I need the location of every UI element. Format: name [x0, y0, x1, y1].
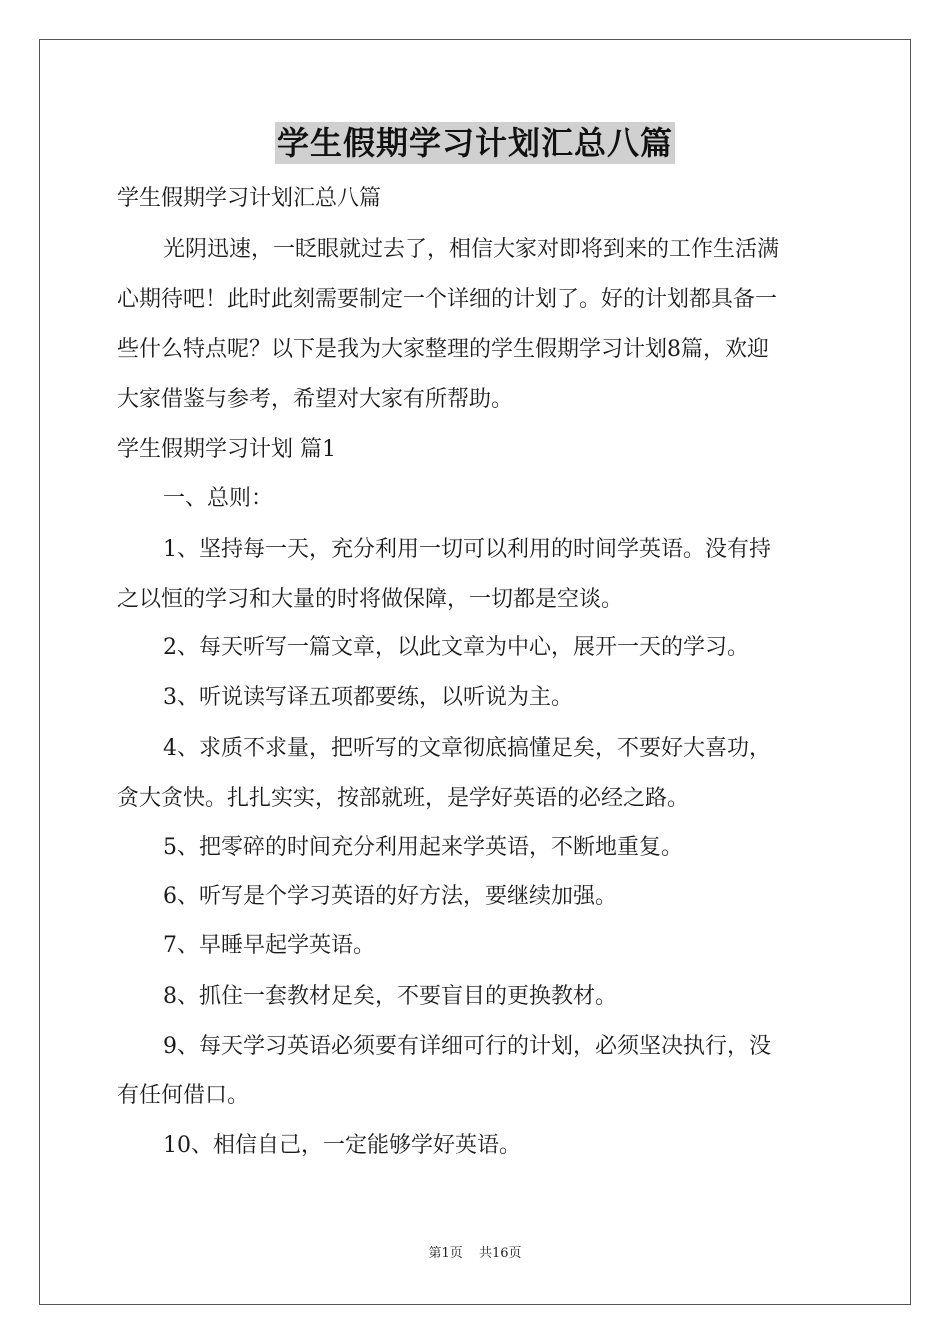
body-line: 3、听说读写译五项都要练，以听说为主。	[163, 685, 573, 710]
body-line: 5、把零碎的时间充分利用起来学英语，不断地重复。	[163, 835, 683, 860]
document-title: 学生假期学习计划汇总八篇	[276, 124, 673, 162]
page-total: 共16页	[478, 1246, 522, 1261]
body-line: 之以恒的学习和大量的时将做保障，一切都是空谈。	[117, 587, 624, 612]
intro-line: 些什么特点呢？以下是我为大家整理的学生假期学习计划8篇，欢迎	[117, 337, 769, 362]
page-border	[39, 39, 911, 1305]
body-line: 7、早睡早起学英语。	[163, 933, 375, 958]
body-line: 8、抓住一套教材足矣，不要盲目的更换教材。	[163, 984, 617, 1009]
body-line: 1、坚持每一天，充分利用一切可以利用的时间学英语。没有持	[163, 537, 771, 562]
body-line: 有任何借口。	[117, 1083, 250, 1108]
intro-line: 心期待吧！此时此刻需要制定一个详细的计划了。好的计划都具备一	[117, 287, 778, 312]
title-container	[0, 122, 950, 164]
page-number: 第1页	[428, 1246, 463, 1261]
body-line: 4、求质不求量，把听写的文章彻底搞懂足矣，不要好大喜功，	[163, 736, 771, 761]
intro-line: 大家借鉴与参考，希望对大家有所帮助。	[117, 387, 514, 412]
body-line: 10、相信自己，一定能够学好英语。	[163, 1133, 521, 1158]
body-line: 贪大贪快。扎扎实实，按部就班，是学好英语的必经之路。	[117, 786, 690, 811]
section-heading: 学生假期学习计划 篇1	[117, 437, 336, 462]
body-line: 6、听写是个学习英语的好方法，要继续加强。	[163, 884, 617, 909]
general-heading: 一、总则：	[163, 486, 274, 511]
page-footer	[0, 1245, 950, 1263]
document-subtitle: 学生假期学习计划汇总八篇	[117, 186, 382, 211]
body-line: 9、每天学习英语必须要有详细可行的计划，必须坚决执行，没	[163, 1034, 771, 1059]
body-line: 2、每天听写一篇文章，以此文章为中心，展开一天的学习。	[163, 635, 749, 660]
intro-line: 光阴迅速，一眨眼就过去了，相信大家对即将到来的工作生活满	[163, 237, 780, 262]
